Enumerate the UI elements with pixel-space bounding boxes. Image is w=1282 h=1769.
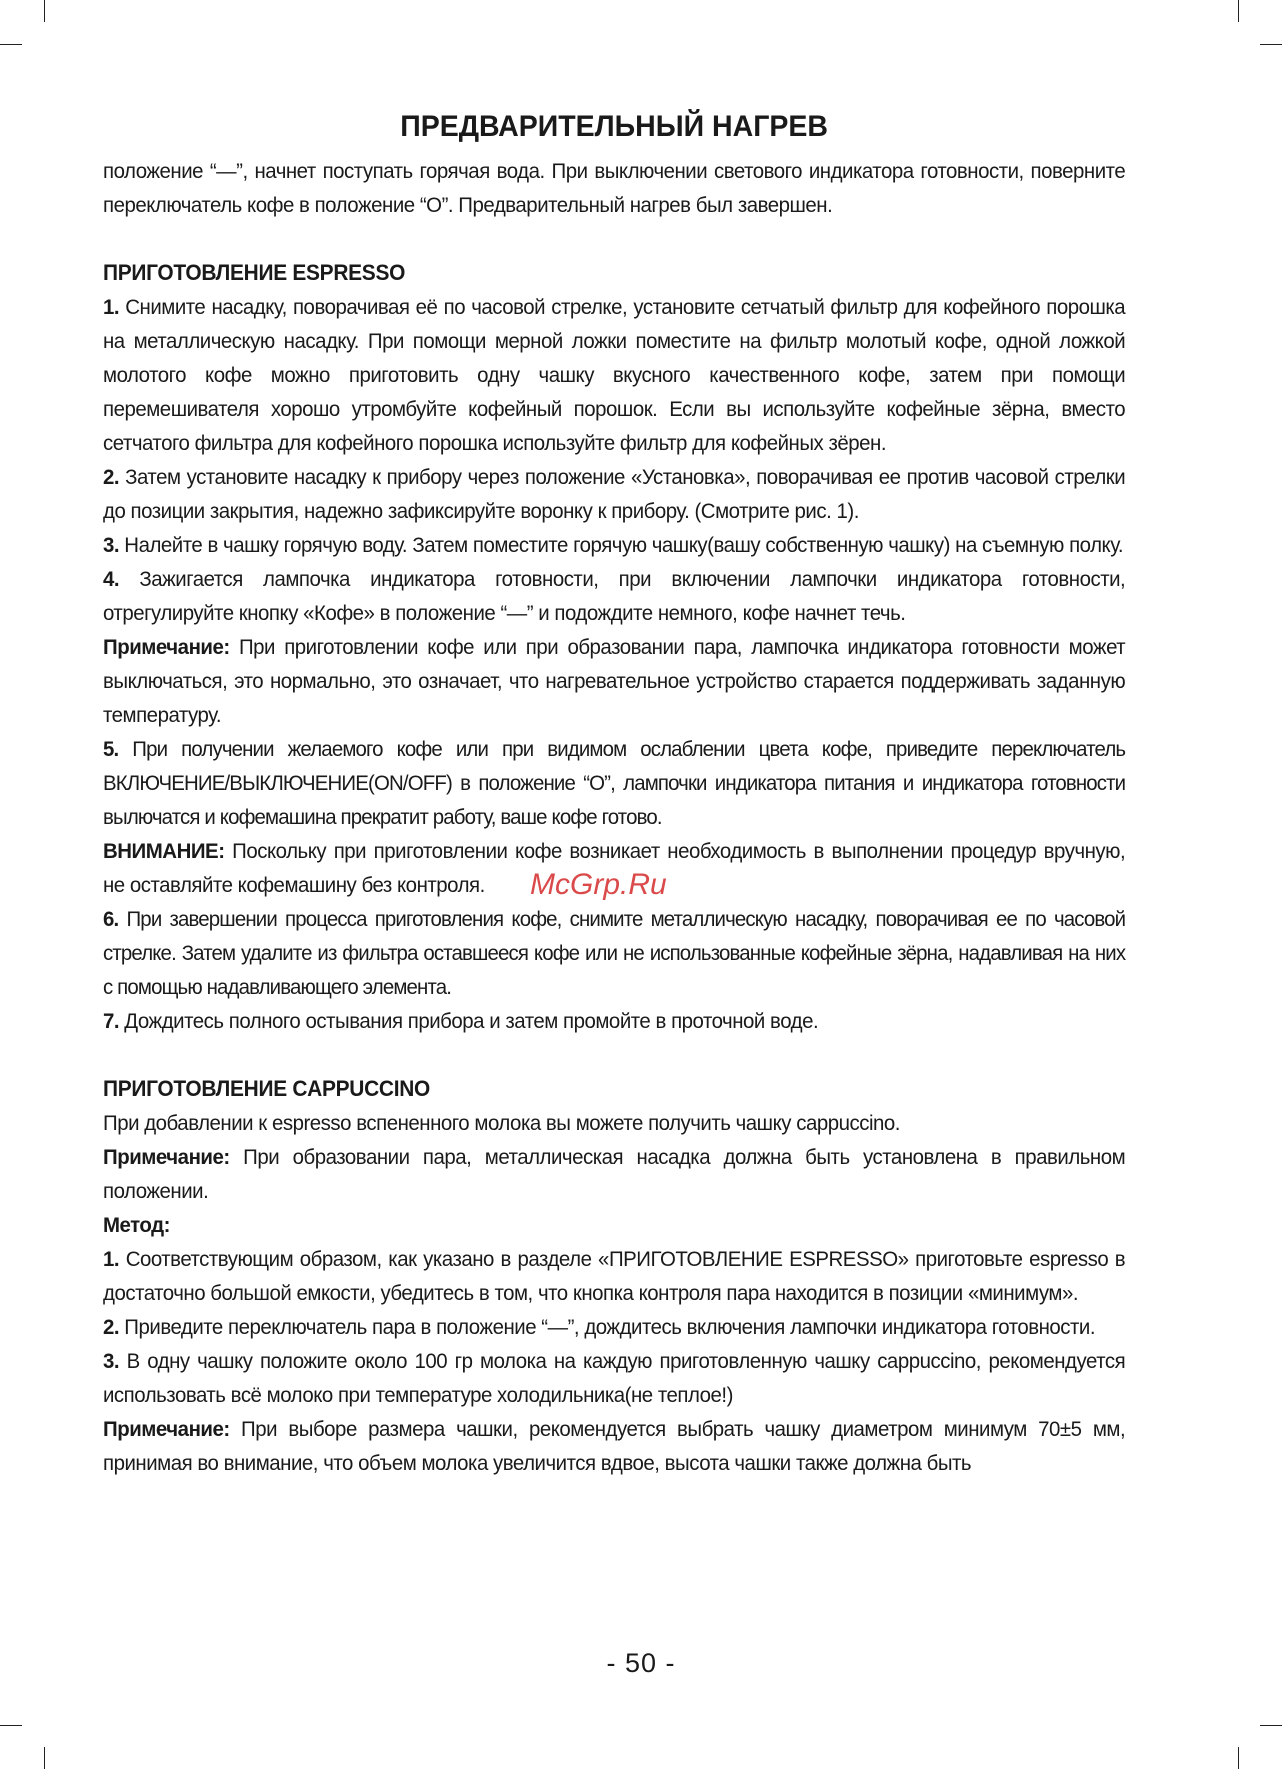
page-title: ПРЕДВАРИТЕЛЬНЫЙ НАГРЕВ — [400, 110, 828, 143]
cappuccino-note-2 — [103, 1412, 1125, 1480]
step-number: 2. — [103, 465, 120, 489]
step-number: 5. — [103, 737, 119, 761]
note-label: Примечание: — [103, 1145, 230, 1169]
step-number: 2. — [103, 1315, 120, 1339]
espresso-step-4 — [103, 562, 1125, 630]
step-number: 1. — [103, 1247, 120, 1271]
step-number: 7. — [103, 1009, 120, 1033]
crop-mark — [1238, 1747, 1239, 1769]
method-label — [103, 1208, 1125, 1242]
step-number: 6. — [103, 907, 119, 931]
step-text: В одну чашку положите около 100 гр молока на каждую приготовленную чашку cappuccino, рекомендуется использовать всё молоко при температуре холодильника(не теплое!) — [103, 1349, 1126, 1407]
intro-paragraph: положение “—”, начнет поступать горячая вода. При выключении светового индикатора готовности, поверните переключатель кофе в положение “O”. Предварительный нагрев был завершен. — [103, 159, 1126, 217]
crop-mark — [0, 44, 22, 45]
note-text: При приготовлении кофе или при образовании пара, лампочка индикатора готовности может выключаться, это нормально, это означает, что нагревательное устройство старается поддерживать заданную температуру. — [103, 635, 1126, 727]
step-text: При завершении процесса приготовления кофе, снимите металлическую насадку, поворачивая ее по часовой стрелке. Затем удалите из фильтра оставшееся кофе или не использованные кофейные зёрна, надавливая на них с помощью надавливающего элемента. — [103, 907, 1126, 999]
espresso-step-6 — [103, 902, 1125, 1004]
step-text: Снимите насадку, поворачивая её по часовой стрелке, установите сетчатый фильтр для кофейного порошка на металлическую насадку. При помощи мерной ложки поместите на фильтр молотый кофе, одной ложкой молотого кофе можно приготовить одну чашку вкусного качественного кофе, затем при помощи перемешивателя хорошо утромбуйте кофейный порошок. Если вы используйте кофейные зёрна, вместо сетчатого фильтра для кофейного порошка используйте фильтр для кофейных зёрен. — [103, 295, 1126, 455]
espresso-step-1 — [103, 290, 1125, 460]
step-number: 1. — [103, 295, 120, 319]
espresso-heading: ПРИГОТОВЛЕНИЕ ESPRESSO — [103, 260, 406, 285]
step-text: Зажигается лампочка индикатора готовности, при включении лампочки индикатора готовности, отрегулируйте кнопку «Кофе» в положение “—” и подождите немного, кофе начнет течь. — [103, 567, 1126, 625]
watermark: McGrp.Ru — [530, 868, 667, 901]
cappuccino-step-2 — [103, 1310, 1125, 1344]
cappuccino-step-3 — [103, 1344, 1125, 1412]
note-label: Примечание: — [103, 1417, 230, 1441]
espresso-step-3 — [103, 528, 1125, 562]
step-text: Налейте в чашку горячую воду. Затем поместите горячую чашку(вашу собственную чашку) на съемную полку. — [124, 533, 1124, 557]
document-page — [103, 100, 1125, 1480]
cappuccino-heading: ПРИГОТОВЛЕНИЕ CAPPUCCINO — [103, 1076, 431, 1101]
espresso-step-5 — [103, 732, 1125, 834]
cappuccino-step-1 — [103, 1242, 1125, 1310]
crop-mark — [44, 1747, 45, 1769]
step-number: 3. — [103, 533, 120, 557]
crop-mark — [1260, 44, 1282, 45]
crop-mark — [1260, 1725, 1282, 1726]
crop-mark — [44, 0, 45, 22]
warning-label: ВНИМАНИЕ: — [103, 839, 225, 863]
step-number: 4. — [103, 567, 120, 591]
note-text: При образовании пара, металлическая насадка должна быть установлена в правильном положении. — [103, 1145, 1126, 1203]
note-text: При выборе размера чашки, рекомендуется выбрать чашку диаметром минимум 70±5 мм, принимая во внимание, что объем молока увеличится вдвое, высота чашки также должна быть — [103, 1417, 1126, 1475]
crop-mark — [1238, 0, 1239, 22]
cappuccino-intro: При добавлении к espresso вспененного молока вы можете получить чашку cappuccino. — [103, 1111, 900, 1135]
step-text: Затем установите насадку к прибору через положение «Установка», поворачивая ее против часовой стрелки до позиции закрытия, надежно зафиксируйте воронку к прибору. (Смотрите рис. 1). — [103, 465, 1126, 523]
step-number: 3. — [103, 1349, 120, 1373]
warning-text: Поскольку при приготовлении кофе возникает необходимость в выполнении процедур вручную, не оставляйте кофемашину без контроля. — [103, 839, 1126, 897]
note-label: Примечание: — [103, 635, 230, 659]
crop-mark — [0, 1725, 22, 1726]
method-label-text: Метод: — [103, 1213, 170, 1237]
page-number: - 50 - — [606, 1648, 676, 1678]
step-text: При получении желаемого кофе или при видимом ослаблении цвета кофе, приведите переключатель ВКЛЮЧЕНИЕ/ВЫКЛЮЧЕНИЕ(ON/OFF) в положение “O”, лампочки индикатора питания и индикатора готовности вылючатся и кофемашина прекратит работу, ваше кофе готово. — [103, 737, 1126, 829]
step-text: Соответствующим образом, как указано в разделе «ПРИГОТОВЛЕНИЕ ESPRESSO» приготовьте espresso в достаточно большой емкости, убедитесь в том, что кнопка контроля пара находится в позиции «минимум». — [103, 1247, 1126, 1305]
cappuccino-note-1 — [103, 1140, 1125, 1208]
step-text: Дождитесь полного остывания прибора и затем промойте в проточной воде. — [124, 1009, 819, 1033]
espresso-step-7 — [103, 1004, 1125, 1038]
espresso-step-2 — [103, 460, 1125, 528]
step-text: Приведите переключатель пара в положение “—”, дождитесь включения лампочки индикатора готовности. — [124, 1315, 1096, 1339]
espresso-note-1 — [103, 630, 1125, 732]
